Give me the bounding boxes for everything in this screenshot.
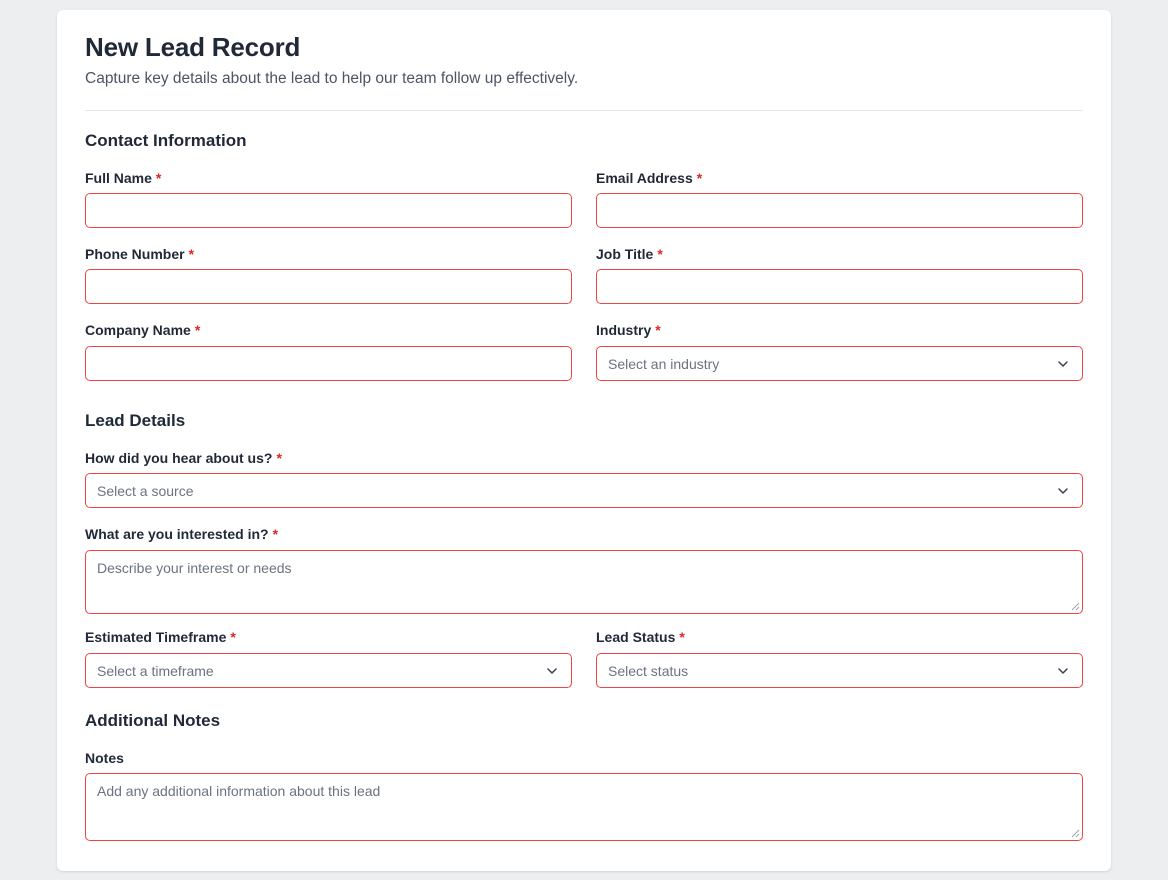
timeframe-label: [85, 629, 236, 645]
email-label: [596, 170, 702, 186]
status-label: [596, 629, 685, 645]
company-label: [85, 322, 200, 338]
notes-label-text: Notes: [85, 750, 124, 766]
required-marker: *: [696, 170, 703, 186]
required-marker: *: [272, 526, 279, 542]
source-label: [85, 450, 282, 466]
chevron-down-icon: [1056, 484, 1070, 498]
timeframe-label-text: Estimated Timeframe: [85, 629, 227, 645]
source-select[interactable]: [85, 473, 1083, 508]
job-title-label-text: Job Title: [596, 246, 654, 262]
header-divider: [85, 110, 1082, 111]
page-title: New Lead Record: [85, 32, 301, 62]
full-name-input[interactable]: [85, 193, 572, 228]
job-title-input[interactable]: [596, 269, 1083, 304]
company-label-text: Company Name: [85, 322, 191, 338]
phone-label-text: Phone Number: [85, 246, 185, 262]
chevron-down-icon: [1056, 357, 1070, 371]
section-title-contact: Contact Information: [85, 131, 247, 150]
notes-textarea-placeholder: Add any additional information about this lead: [97, 783, 381, 799]
resize-handle-icon[interactable]: [1070, 828, 1080, 838]
required-marker: *: [276, 450, 282, 466]
full-name-label-text: Full Name: [85, 170, 152, 186]
job-title-label: [596, 246, 663, 262]
phone-input[interactable]: [85, 269, 572, 304]
required-marker: *: [657, 246, 663, 262]
email-label-text: Email Address: [596, 170, 693, 186]
interest-label: [85, 526, 278, 542]
interest-label-text: What are you interested in?: [85, 526, 269, 542]
required-marker: *: [188, 246, 195, 262]
status-select-placeholder: Select status: [608, 662, 689, 679]
source-label-text: How did you hear about us?: [85, 450, 273, 466]
source-select-placeholder: Select a source: [97, 482, 194, 499]
status-select[interactable]: [596, 653, 1083, 688]
required-marker: *: [679, 629, 685, 645]
timeframe-select[interactable]: [85, 653, 572, 688]
status-label-text: Lead Status: [596, 629, 676, 645]
section-title-additional-notes: Additional Notes: [85, 711, 221, 730]
timeframe-select-placeholder: Select a timeframe: [97, 662, 214, 679]
required-marker: *: [230, 629, 236, 645]
industry-label: [596, 322, 661, 338]
resize-handle-icon[interactable]: [1070, 601, 1080, 611]
industry-label-text: Industry: [596, 322, 652, 338]
notes-label: [85, 750, 124, 766]
industry-select[interactable]: [596, 346, 1083, 381]
required-marker: *: [155, 170, 162, 186]
notes-textarea[interactable]: [85, 773, 1083, 841]
page-subtitle: Capture key details about the lead to help our team follow up effectively.: [85, 70, 579, 87]
required-marker: *: [194, 322, 201, 338]
chevron-down-icon: [545, 664, 559, 678]
email-input[interactable]: [596, 193, 1083, 228]
interest-textarea[interactable]: [85, 550, 1083, 614]
lead-form-card: [57, 10, 1111, 871]
industry-select-placeholder: Select an industry: [608, 355, 720, 372]
chevron-down-icon: [1056, 664, 1070, 678]
section-title-lead-details: Lead Details: [85, 411, 186, 430]
phone-label: [85, 246, 194, 262]
company-input[interactable]: [85, 346, 572, 381]
interest-textarea-placeholder: Describe your interest or needs: [97, 560, 292, 576]
required-marker: *: [655, 322, 661, 338]
full-name-label: [85, 170, 161, 186]
